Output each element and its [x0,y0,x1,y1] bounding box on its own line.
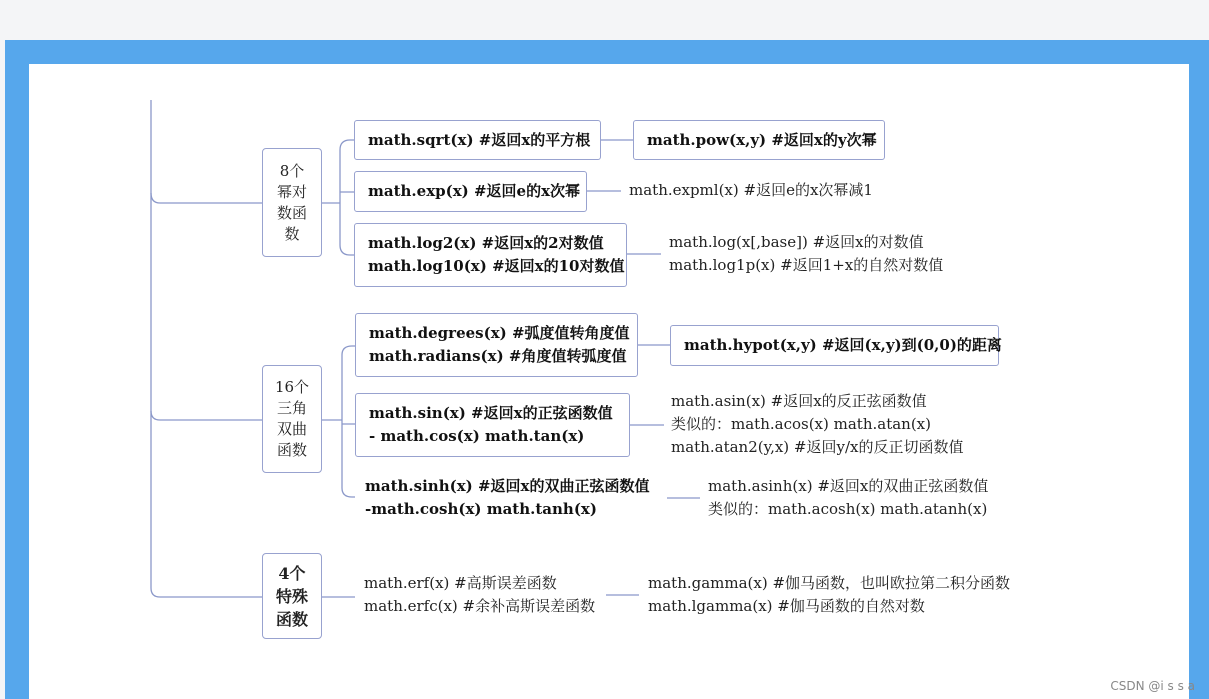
category-special [262,553,322,639]
category-power-log [262,148,322,257]
category-label-line: 数 [284,224,300,243]
category-label-line: 幂对 [276,182,307,201]
category-label-line: 双曲 [276,420,307,438]
node-text: math.atan2(y,x) #返回y/x的反正切函数值 [671,438,964,456]
c2-bracket [322,346,355,497]
watermark-text: CSDN @i s s a [1110,679,1195,693]
node-text: math.asinh(x) #返回x的双曲正弦函数值 [708,477,989,495]
node-text: math.log10(x) #返回x的10对数值 [368,257,625,275]
trunk-branch-c1 [151,193,262,203]
node-expm1 [629,179,873,202]
node-sinh-cosh-tanh [365,475,649,521]
c1-bracket [322,140,354,255]
node-text: math.radians(x) #角度值转弧度值 [369,347,627,365]
node-text: math.pow(x,y) #返回x的y次幂 [647,130,877,149]
node-text: math.sin(x) #返回x的正弦函数值 [369,404,613,422]
node-text: - math.cos(x) math.tan(x) [369,427,585,445]
node-text: math.hypot(x,y) #返回(x,y)到(0,0)的距离 [684,336,1002,354]
node-text: math.sinh(x) #返回x的双曲正弦函数值 [365,477,650,495]
trunk-line [151,100,262,597]
node-sqrt [354,120,601,160]
node-text: math.lgamma(x) #伽马函数的自然对数 [648,597,925,615]
category-label-line: 4个 [278,563,306,583]
node-text: math.expml(x) #返回e的x次幂减1 [629,181,873,199]
node-text: math.erfc(x) #余补高斯误差函数 [364,597,596,615]
category-label-line: 数函 [276,203,307,222]
node-asinh-acosh-atanh [708,475,988,521]
category-label-line: 函数 [276,441,307,459]
category-label-line: 函数 [275,609,308,629]
node-gamma-lgamma [648,572,1010,618]
node-text: math.erf(x) #高斯误差函数 [364,574,557,592]
category-label-line: 特殊 [275,586,308,606]
node-log-log1p [669,231,943,277]
node-erf-erfc [364,572,595,618]
node-text: math.log(x[,base]) #返回x的对数值 [669,233,924,251]
node-text: math.degrees(x) #弧度值转角度值 [369,324,630,342]
node-asin-acos-atan [671,390,963,459]
node-text: math.asin(x) #返回x的反正弦函数值 [671,392,927,410]
category-label-line: 三角 [276,399,307,417]
node-text: math.log2(x) #返回x的2对数值 [368,234,604,252]
node-text: math.exp(x) #返回e的x次幂 [368,182,581,200]
node-log2-log10 [354,223,627,287]
category-label-line: 16个 [274,378,310,396]
node-degrees-radians [355,313,638,377]
category-label-line: 8个 [279,161,305,180]
node-hypot [670,325,1002,366]
node-text: math.log1p(x) #返回1+x的自然对数值 [669,256,944,274]
category-trig-hyperbolic [262,365,322,473]
node-text: 类似的：math.acosh(x) math.atanh(x) [708,500,988,518]
node-text: -math.cosh(x) math.tanh(x) [365,500,597,518]
node-text: math.gamma(x) #伽马函数，也叫欧拉第二积分函数 [648,574,1011,592]
node-text: math.sqrt(x) #返回x的平方根 [368,130,591,149]
node-exp [354,171,587,212]
node-pow [633,120,885,160]
node-sin-cos-tan [355,393,630,457]
trunk-branch-c2 [151,411,262,420]
node-text: 类似的：math.acos(x) math.atan(x) [671,415,931,433]
